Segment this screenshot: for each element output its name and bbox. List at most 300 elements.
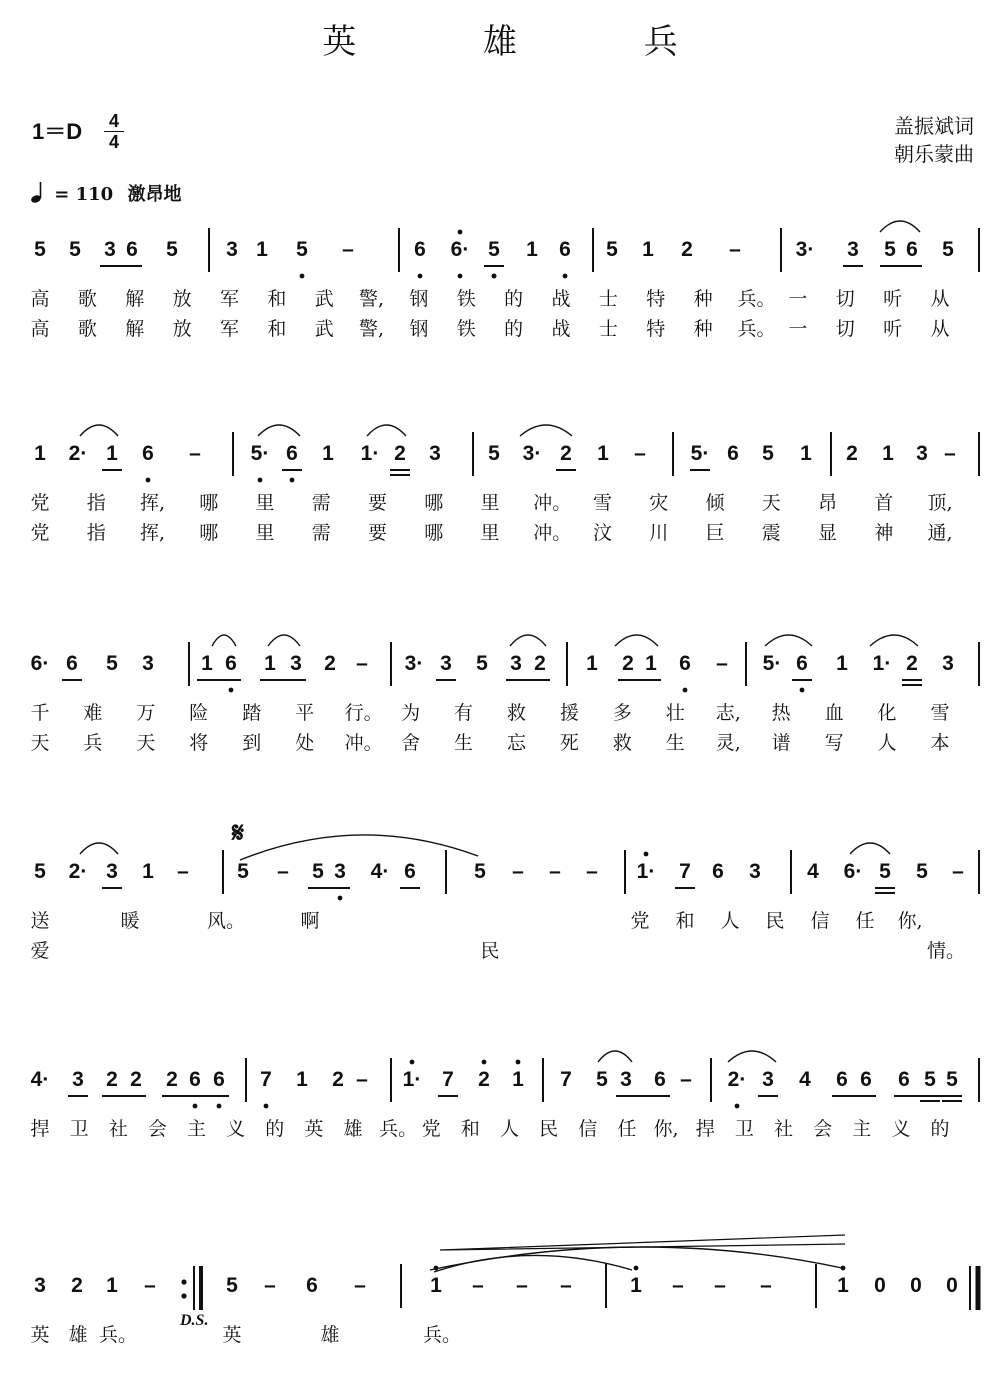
note: – bbox=[729, 238, 741, 261]
lyric-syllable: 有 bbox=[454, 702, 474, 724]
lyric-syllable: 处 bbox=[295, 732, 315, 754]
lyric-syllable: 天 bbox=[30, 732, 50, 754]
note: – bbox=[516, 1274, 528, 1297]
lyric-syllable: 从 bbox=[930, 318, 950, 340]
note: 2 bbox=[681, 238, 693, 261]
bar-line bbox=[208, 228, 210, 272]
note-row bbox=[0, 440, 1000, 480]
octave-dot-above bbox=[434, 1266, 439, 1271]
lyric-syllable: 和 bbox=[460, 1118, 480, 1140]
lyric-syllable: 里 bbox=[255, 522, 275, 544]
lyric-line-verse-1 bbox=[0, 1114, 1000, 1138]
note: 6 bbox=[189, 1068, 201, 1091]
slur-arc bbox=[520, 425, 572, 436]
lyric-syllable: 将 bbox=[189, 732, 209, 754]
lyric-syllable: 踏 bbox=[242, 702, 262, 724]
bar-line bbox=[830, 432, 832, 476]
lyric-syllable: 啊 bbox=[300, 910, 320, 932]
bar-line bbox=[232, 432, 234, 476]
lyric-syllable: 血 bbox=[824, 702, 844, 724]
note: 5 bbox=[106, 652, 118, 675]
lyric-line-verse-2 bbox=[0, 314, 1000, 338]
lyric-syllable: 川 bbox=[649, 522, 669, 544]
lyric-syllable: 信 bbox=[810, 910, 830, 932]
credits bbox=[894, 112, 974, 168]
bar-line bbox=[815, 1264, 817, 1308]
lyric-syllable: 忘 bbox=[506, 732, 526, 754]
note: 2 bbox=[622, 652, 634, 675]
note: – bbox=[264, 1274, 276, 1297]
lyric-syllable: 挥, bbox=[139, 492, 166, 514]
composer-credit: 朝乐蒙曲 bbox=[894, 142, 974, 166]
octave-dot-above bbox=[634, 1266, 639, 1271]
time-signature-bottom: 4 bbox=[108, 132, 119, 152]
lyric-syllable: 党 bbox=[30, 492, 50, 514]
bar-line bbox=[978, 432, 980, 476]
note: 1· bbox=[360, 442, 380, 465]
note: 5 bbox=[946, 1068, 958, 1091]
bar-line bbox=[390, 1058, 392, 1102]
bar-line bbox=[978, 1058, 980, 1102]
lyric-syllable: 英 bbox=[304, 1118, 324, 1140]
lyric-line-verse-1 bbox=[0, 906, 1000, 930]
note: – bbox=[342, 238, 354, 261]
lyric-syllable: 援 bbox=[559, 702, 579, 724]
tempo-marking bbox=[30, 180, 181, 206]
lyric-syllable: 需 bbox=[311, 522, 331, 544]
note: 2 bbox=[534, 652, 546, 675]
note: 2 bbox=[906, 652, 918, 675]
note: 1 bbox=[597, 442, 609, 465]
quarter-note-icon bbox=[30, 180, 48, 204]
lyric-syllable: 主 bbox=[187, 1118, 207, 1140]
lyric-syllable: 铁 bbox=[456, 318, 476, 340]
note: 1 bbox=[837, 1274, 849, 1297]
lyric-syllable: 会 bbox=[147, 1118, 167, 1140]
note: 6 bbox=[796, 652, 808, 675]
lyric-line-verse-1 bbox=[0, 1320, 1000, 1344]
note: 1 bbox=[256, 238, 268, 261]
note: 5· bbox=[690, 442, 710, 465]
lyric-syllable: 警, bbox=[359, 318, 385, 340]
lyric-syllable: 任 bbox=[855, 910, 875, 932]
octave-dot-above bbox=[841, 1266, 846, 1271]
lyricist-credit: 盖振斌词 bbox=[894, 114, 974, 138]
lyric-syllable: 党 bbox=[30, 522, 50, 544]
note: 6 bbox=[860, 1068, 872, 1091]
lyric-syllable: 信 bbox=[578, 1118, 598, 1140]
lyric-syllable: 险 bbox=[189, 702, 209, 724]
lyric-syllable: 天 bbox=[761, 492, 781, 514]
lyric-syllable: 社 bbox=[108, 1118, 128, 1140]
lyric-syllable: 捍 bbox=[30, 1118, 50, 1140]
note: 2 bbox=[394, 442, 406, 465]
note: 1 bbox=[296, 1068, 308, 1091]
lyric-syllable: 万 bbox=[136, 702, 156, 724]
lyric-line-verse-1 bbox=[0, 488, 1000, 512]
note: 5 bbox=[237, 860, 249, 883]
note: 5 bbox=[34, 860, 46, 883]
lyric-syllable: 生 bbox=[665, 732, 685, 754]
lyric-syllable: 哪 bbox=[199, 522, 219, 544]
note: 5 bbox=[884, 238, 896, 261]
lyric-syllable: 冲。 bbox=[533, 522, 572, 544]
lyric-syllable: 救 bbox=[612, 732, 632, 754]
lyric-syllable: 里 bbox=[480, 522, 500, 544]
lyric-syllable: 神 bbox=[874, 522, 894, 544]
note: – bbox=[944, 442, 956, 465]
note: 3 bbox=[290, 652, 302, 675]
bar-line bbox=[400, 1264, 402, 1308]
note: 2 bbox=[478, 1068, 490, 1091]
lyric-syllable: 兵。 bbox=[99, 1324, 138, 1346]
note: – bbox=[760, 1274, 772, 1297]
note: 1 bbox=[642, 238, 654, 261]
bar-line bbox=[978, 850, 980, 894]
lyric-syllable: 显 bbox=[817, 522, 837, 544]
note: 5 bbox=[488, 238, 500, 261]
song-title: 英 雄 兵 bbox=[322, 22, 736, 62]
slur-arc bbox=[880, 221, 920, 232]
note: 6 bbox=[404, 860, 416, 883]
slur-arc bbox=[367, 425, 406, 436]
lyric-syllable: 震 bbox=[761, 522, 781, 544]
note: 1 bbox=[630, 1274, 642, 1297]
lyric-syllable: 听 bbox=[883, 288, 903, 310]
lyric-syllable: 卫 bbox=[734, 1118, 754, 1140]
lyric-syllable: 化 bbox=[877, 702, 897, 724]
bar-line bbox=[245, 1058, 247, 1102]
lyric-syllable: 战 bbox=[551, 288, 571, 310]
lyric-syllable: 你, bbox=[653, 1118, 679, 1140]
bar-line bbox=[978, 228, 980, 272]
lyric-syllable: 和 bbox=[267, 318, 287, 340]
lyric-syllable: 士 bbox=[598, 318, 618, 340]
bar-line bbox=[605, 1264, 607, 1308]
lyric-syllable: 汶 bbox=[592, 522, 612, 544]
phrase-slur bbox=[240, 835, 478, 860]
lyric-syllable: 挥, bbox=[139, 522, 166, 544]
lyric-syllable: 人 bbox=[500, 1118, 520, 1140]
lyric-syllable: 钢 bbox=[409, 288, 429, 310]
lyric-syllable: 会 bbox=[813, 1118, 833, 1140]
lyric-syllable: 灾 bbox=[649, 492, 669, 514]
lyric-syllable: 的 bbox=[504, 288, 524, 310]
note: 5 bbox=[488, 442, 500, 465]
lyric-syllable: 里 bbox=[480, 492, 500, 514]
lyric-syllable: 要 bbox=[367, 522, 387, 544]
lyric-syllable: 灵, bbox=[715, 732, 741, 754]
key-signature: 1＝D bbox=[32, 119, 83, 144]
note: 1 bbox=[430, 1274, 442, 1297]
lyric-syllable: 雪 bbox=[592, 492, 612, 514]
lyric-syllable: 兵 bbox=[83, 732, 103, 754]
lyric-syllable: 兵。 bbox=[737, 318, 776, 340]
note-row bbox=[0, 236, 1000, 276]
lyric-syllable: 为 bbox=[401, 702, 421, 724]
lyric-syllable: 放 bbox=[172, 318, 192, 340]
lyric-line-verse-2 bbox=[0, 936, 1000, 960]
note: 2 bbox=[166, 1068, 178, 1091]
bar-line bbox=[390, 642, 392, 686]
lyric-syllable: 千 bbox=[30, 702, 50, 724]
bar-line bbox=[978, 642, 980, 686]
lyric-syllable: 舍 bbox=[401, 732, 421, 754]
tie-arc bbox=[434, 1255, 632, 1272]
note: 3 bbox=[916, 442, 928, 465]
lyric-syllable: 首 bbox=[874, 492, 894, 514]
lyric-syllable: 雄 bbox=[68, 1324, 88, 1346]
slur-arc bbox=[268, 635, 300, 646]
note: – bbox=[189, 442, 201, 465]
note: 3 bbox=[142, 652, 154, 675]
lyric-syllable: 暖 bbox=[120, 910, 140, 932]
lyric-syllable: 多 bbox=[612, 702, 632, 724]
note: 6· bbox=[450, 238, 470, 261]
lyric-syllable: 雪 bbox=[930, 702, 950, 724]
note: 6 bbox=[213, 1068, 225, 1091]
note: 1 bbox=[201, 652, 213, 675]
note-row bbox=[0, 650, 1000, 690]
dal-segno-mark: D.S. bbox=[180, 1312, 209, 1329]
note: 6 bbox=[836, 1068, 848, 1091]
slur-arc bbox=[615, 635, 658, 646]
note: 3 bbox=[429, 442, 441, 465]
note: 1· bbox=[872, 652, 892, 675]
note: 2 bbox=[324, 652, 336, 675]
note: 3 bbox=[34, 1274, 46, 1297]
note: 1 bbox=[526, 238, 538, 261]
note: 1 bbox=[836, 652, 848, 675]
note-row bbox=[0, 1272, 1000, 1312]
lyric-syllable: 难 bbox=[83, 702, 103, 724]
lyric-syllable: 天 bbox=[136, 732, 156, 754]
lyric-syllable: 雄 bbox=[320, 1324, 340, 1346]
lyric-syllable: 风。 bbox=[207, 910, 246, 932]
note: 5 bbox=[476, 652, 488, 675]
tempo-bpm: = 110 bbox=[54, 184, 114, 205]
note: 6 bbox=[66, 652, 78, 675]
note: 7 bbox=[679, 860, 691, 883]
lyric-syllable: 放 bbox=[172, 288, 192, 310]
note: 3 bbox=[440, 652, 452, 675]
lyric-syllable: 武 bbox=[314, 288, 334, 310]
note: 2 bbox=[106, 1068, 118, 1091]
note: – bbox=[356, 1068, 368, 1091]
note: – bbox=[356, 652, 368, 675]
note: – bbox=[144, 1274, 156, 1297]
lyric-syllable: 热 bbox=[771, 702, 791, 724]
lyric-syllable: 解 bbox=[125, 318, 145, 340]
note: 1 bbox=[645, 652, 657, 675]
lyric-syllable: 民 bbox=[765, 910, 785, 932]
note: 5 bbox=[226, 1274, 238, 1297]
time-signature bbox=[104, 112, 124, 151]
lyric-syllable: 铁 bbox=[456, 288, 476, 310]
note: 1 bbox=[512, 1068, 524, 1091]
bar-line bbox=[790, 850, 792, 894]
note: 7 bbox=[260, 1068, 272, 1091]
note: – bbox=[177, 860, 189, 883]
note: 1 bbox=[586, 652, 598, 675]
lyric-syllable: 平 bbox=[295, 702, 315, 724]
note: 3 bbox=[72, 1068, 84, 1091]
lyric-syllable: 民 bbox=[539, 1118, 559, 1140]
bar-line bbox=[672, 432, 674, 476]
bar-line bbox=[745, 642, 747, 686]
note: 6 bbox=[679, 652, 691, 675]
lyric-syllable: 到 bbox=[242, 732, 262, 754]
lyric-syllable: 死 bbox=[559, 732, 579, 754]
note: 3· bbox=[522, 442, 542, 465]
lyric-syllable: 高 bbox=[30, 318, 50, 340]
lyric-syllable: 义 bbox=[226, 1118, 246, 1140]
lyric-syllable: 和 bbox=[675, 910, 695, 932]
slur-arc bbox=[258, 425, 300, 436]
note-row bbox=[0, 858, 1000, 898]
note: 6· bbox=[30, 652, 50, 675]
lyric-syllable: 倾 bbox=[705, 492, 725, 514]
note: 5 bbox=[296, 238, 308, 261]
lyric-syllable: 从 bbox=[930, 288, 950, 310]
note: 5 bbox=[166, 238, 178, 261]
octave-dot-above bbox=[410, 1060, 415, 1065]
lyric-syllable: 切 bbox=[835, 318, 855, 340]
tie-arc bbox=[430, 1247, 842, 1270]
note: 6 bbox=[727, 442, 739, 465]
note: – bbox=[672, 1274, 684, 1297]
lyric-syllable: 的 bbox=[504, 318, 524, 340]
note: 5· bbox=[762, 652, 782, 675]
note: 3· bbox=[404, 652, 424, 675]
lyric-syllable: 特 bbox=[646, 288, 666, 310]
lyric-syllable: 生 bbox=[454, 732, 474, 754]
bar-line bbox=[445, 850, 447, 894]
note: 2 bbox=[332, 1068, 344, 1091]
note: 3 bbox=[749, 860, 761, 883]
note: 6 bbox=[414, 238, 426, 261]
note: 6 bbox=[712, 860, 724, 883]
note: 6 bbox=[898, 1068, 910, 1091]
lyric-syllable: 本 bbox=[930, 732, 950, 754]
lyric-syllable: 任 bbox=[617, 1118, 637, 1140]
lyric-syllable: 高 bbox=[30, 288, 50, 310]
lyric-syllable: 士 bbox=[598, 288, 618, 310]
lyric-syllable: 社 bbox=[773, 1118, 793, 1140]
lyric-syllable: 武 bbox=[314, 318, 334, 340]
lyric-syllable: 兵。 bbox=[379, 1118, 418, 1140]
lyric-syllable: 里 bbox=[255, 492, 275, 514]
note: 2 bbox=[71, 1274, 83, 1297]
lyric-syllable: 志, bbox=[715, 702, 741, 724]
note: 1 bbox=[106, 442, 118, 465]
note: 5 bbox=[916, 860, 928, 883]
note: 5· bbox=[250, 442, 270, 465]
lyric-syllable: 的 bbox=[265, 1118, 285, 1140]
note: 3 bbox=[620, 1068, 632, 1091]
lyric-syllable: 人 bbox=[720, 910, 740, 932]
note: 3 bbox=[226, 238, 238, 261]
lyric-syllable: 歌 bbox=[77, 288, 97, 310]
lyric-syllable: 你, bbox=[897, 910, 923, 932]
note: 7 bbox=[560, 1068, 572, 1091]
note: 4· bbox=[370, 860, 390, 883]
note: 3· bbox=[795, 238, 815, 261]
lyric-syllable: 指 bbox=[86, 492, 106, 514]
note: 5 bbox=[34, 238, 46, 261]
lyric-syllable: 冲。 bbox=[533, 492, 572, 514]
note: 2 bbox=[130, 1068, 142, 1091]
note: 1 bbox=[322, 442, 334, 465]
lyric-syllable: 主 bbox=[852, 1118, 872, 1140]
lyric-syllable: 警, bbox=[359, 288, 385, 310]
lyric-syllable: 通, bbox=[927, 522, 953, 544]
lyric-syllable: 兵。 bbox=[423, 1324, 462, 1346]
octave-dot-above bbox=[482, 1060, 487, 1065]
note: 6 bbox=[306, 1274, 318, 1297]
note: 2· bbox=[727, 1068, 747, 1091]
lyric-syllable: 冲。 bbox=[344, 732, 383, 754]
slur-arc bbox=[870, 635, 918, 646]
bar-line bbox=[472, 432, 474, 476]
note: 1 bbox=[34, 442, 46, 465]
lyric-syllable: 人 bbox=[877, 732, 897, 754]
lyric-syllable: 哪 bbox=[424, 522, 444, 544]
note: 5 bbox=[879, 860, 891, 883]
lyric-syllable: 英 bbox=[30, 1324, 50, 1346]
lyric-syllable: 卫 bbox=[69, 1118, 89, 1140]
note: – bbox=[472, 1274, 484, 1297]
segno-sign: 𝄋 bbox=[232, 816, 245, 849]
lyric-syllable: 一 bbox=[788, 288, 808, 310]
note: – bbox=[277, 860, 289, 883]
lyric-syllable: 写 bbox=[824, 732, 844, 754]
lyric-syllable: 英 bbox=[222, 1324, 242, 1346]
lyric-syllable: 昂 bbox=[817, 492, 837, 514]
note: 6 bbox=[654, 1068, 666, 1091]
lyric-syllable: 民 bbox=[480, 940, 500, 962]
lyric-syllable: 一 bbox=[788, 318, 808, 340]
slur-arc bbox=[765, 635, 812, 646]
lyric-syllable: 党 bbox=[630, 910, 650, 932]
slur-arc bbox=[80, 843, 118, 854]
lyric-syllable: 特 bbox=[646, 318, 666, 340]
note: 1 bbox=[882, 442, 894, 465]
bar-line bbox=[566, 642, 568, 686]
note: 5 bbox=[942, 238, 954, 261]
lyric-line-verse-2 bbox=[0, 1144, 1000, 1168]
slur-arc bbox=[850, 843, 890, 854]
lyric-syllable: 兵。 bbox=[737, 288, 776, 310]
note: 5 bbox=[312, 860, 324, 883]
note: 2· bbox=[68, 860, 88, 883]
lyric-syllable: 义 bbox=[891, 1118, 911, 1140]
octave-dot-above bbox=[458, 230, 463, 235]
lyric-syllable: 行。 bbox=[344, 702, 383, 724]
bar-line bbox=[710, 1058, 712, 1102]
note: 3 bbox=[762, 1068, 774, 1091]
note: 1· bbox=[402, 1068, 422, 1091]
octave-dot-above bbox=[644, 852, 649, 857]
note: 5 bbox=[924, 1068, 936, 1091]
note: 3 bbox=[104, 238, 116, 261]
lyric-syllable: 战 bbox=[551, 318, 571, 340]
note: 2 bbox=[560, 442, 572, 465]
note: 1 bbox=[800, 442, 812, 465]
note: 3 bbox=[510, 652, 522, 675]
bar-line bbox=[592, 228, 594, 272]
note: 3 bbox=[942, 652, 954, 675]
